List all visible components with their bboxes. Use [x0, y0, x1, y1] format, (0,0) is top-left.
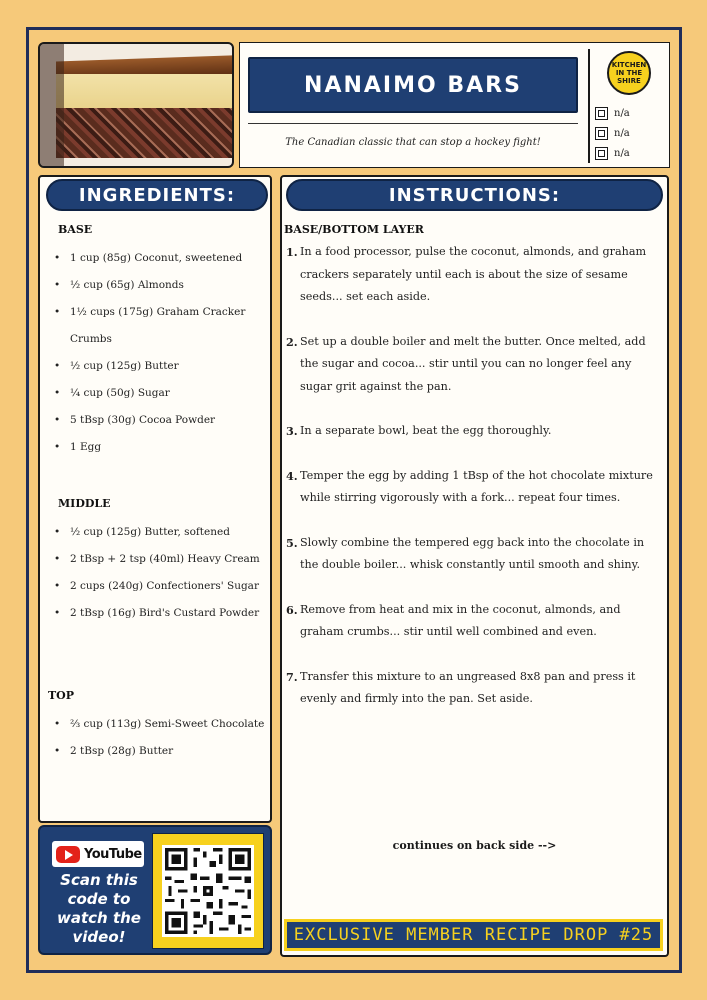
step-text: Temper the egg by adding 1 tBsp of the hot chocolate mixture while stirring vigorously with a fork... repeat four times.	[300, 468, 653, 504]
list-item: • 1 cup (85g) Coconut, sweetened	[54, 245, 269, 272]
list-item: • 5 tBsp (30g) Cocoa Powder	[54, 407, 269, 434]
qr-code[interactable]	[162, 845, 254, 937]
list-item: • ½ cup (125g) Butter, softened	[54, 519, 269, 546]
step-text: Remove from heat and mix in the coconut, almonds, and graham crumbs... stir until well combined and even.	[300, 602, 621, 638]
continues-note: continues on back side -->	[392, 839, 557, 852]
prep-time-icon	[595, 107, 608, 120]
list-item	[54, 299, 269, 353]
ingredients-panel	[38, 175, 272, 823]
instruction-steps	[286, 241, 663, 733]
instructions-section-title: BASE/BOTTOM LAYER	[284, 223, 424, 236]
step-text: Transfer this mixture to an ungreased 8x8 pan and press it evenly and firmly into the pan. Set aside.	[300, 669, 636, 705]
stat-value: n/a	[614, 128, 630, 139]
instruction-step: 1. In a food processor, pulse the coconut, almonds, and graham crackers separately until each is about the size of sesame seeds... set each aside.	[286, 241, 663, 309]
tagline-divider	[248, 123, 578, 124]
section-title-top: TOP	[48, 689, 75, 702]
list-item: • 2 tBsp (28g) Butter	[54, 738, 269, 765]
member-drop-banner	[284, 919, 663, 951]
step-text: In a food processor, pulse the coconut, almonds, and graham crackers separately until each is about the size of sesame seeds... set each aside.	[300, 245, 647, 303]
qr-code-frame	[152, 833, 264, 949]
instruction-step: 3. In a separate bowl, beat the egg thoroughly.	[286, 420, 663, 443]
ingredients-heading: INGREDIENTS:	[78, 184, 236, 206]
recipe-photo	[38, 42, 234, 168]
recipe-title: NANAIMO BARS	[304, 72, 522, 98]
instructions-heading-banner	[286, 179, 663, 211]
instruction-step: 4. Temper the egg by adding 1 tBsp of the hot chocolate mixture while stirring vigorously with a fork... repeat four times.	[286, 465, 663, 510]
stat-servings	[595, 147, 630, 160]
logo-line-3: SHIRE	[617, 77, 641, 85]
list-item: • 2 tBsp (16g) Bird's Custard Powder	[54, 600, 269, 627]
ingredient-text: 1½ cups (175g) Graham Cracker Crumbs	[70, 306, 246, 345]
member-drop-text: EXCLUSIVE MEMBER RECIPE DROP #25	[293, 925, 654, 945]
list-item: • ¼ cup (50g) Sugar	[54, 380, 269, 407]
section-title-base: BASE	[58, 223, 93, 236]
stat-prep	[595, 107, 630, 120]
stat-value: n/a	[614, 148, 630, 159]
logo-line-1: KITCHEN	[611, 61, 647, 69]
list-item: • ½ cup (125g) Butter	[54, 353, 269, 380]
ingredient-list-middle	[54, 519, 269, 627]
list-item: • 1 Egg	[54, 434, 269, 461]
ingredient-list-base	[54, 245, 269, 461]
step-text: Slowly combine the tempered egg back into the chocolate in the double boiler... whisk constantly until smooth and shiny.	[300, 535, 645, 571]
instruction-step: 2. Set up a double boiler and melt the butter. Once melted, add the sugar and cocoa... stir until you can no longer feel any sugar grit against the pan.	[286, 331, 663, 399]
recipe-tagline: The Canadian classic that can stop a hockey fight!	[285, 137, 541, 148]
video-box	[38, 825, 272, 955]
instruction-step: 6. Remove from heat and mix in the coconut, almonds, and graham crumbs... stir until well combined and even.	[286, 599, 663, 644]
step-text: Set up a double boiler and melt the butter. Once melted, add the sugar and cocoa... stir until you can no longer feel any sugar grit against the pan.	[300, 334, 646, 393]
instructions-heading: INSTRUCTIONS:	[388, 184, 561, 206]
instructions-panel	[280, 175, 669, 957]
youtube-logo[interactable]	[52, 841, 144, 867]
ingredient-list-top	[54, 711, 269, 765]
vertical-divider	[588, 49, 590, 163]
instruction-step: 7. Transfer this mixture to an ungreased 8x8 pan and press it evenly and firmly into the pan. Set aside.	[286, 666, 663, 711]
youtube-label: YouTube	[84, 846, 142, 862]
youtube-play-icon	[56, 846, 80, 863]
title-panel	[239, 42, 670, 168]
servings-icon	[595, 147, 608, 160]
section-title-middle: MIDDLE	[58, 497, 111, 510]
cook-time-icon	[595, 127, 608, 140]
instruction-step: 5. Slowly combine the tempered egg back into the chocolate in the double boiler... whisk constantly until smooth and shiny.	[286, 532, 663, 577]
list-item: • ½ cup (65g) Almonds	[54, 272, 269, 299]
list-item: • 2 tBsp + 2 tsp (40ml) Heavy Cream	[54, 546, 269, 573]
stat-value: n/a	[614, 108, 630, 119]
list-item: • 2 cups (240g) Confectioners' Sugar	[54, 573, 269, 600]
step-text: In a separate bowl, beat the egg thoroughly.	[300, 424, 552, 437]
stat-cook	[595, 127, 630, 140]
title-banner	[248, 57, 578, 113]
ingredients-heading-banner	[46, 179, 268, 211]
scan-instruction: Scan this code to watch the video!	[57, 871, 141, 946]
logo-line-2: IN THE	[615, 69, 643, 77]
kitchen-logo	[607, 51, 651, 95]
list-item: • ⅔ cup (113g) Semi-Sweet Chocolate	[54, 711, 269, 738]
